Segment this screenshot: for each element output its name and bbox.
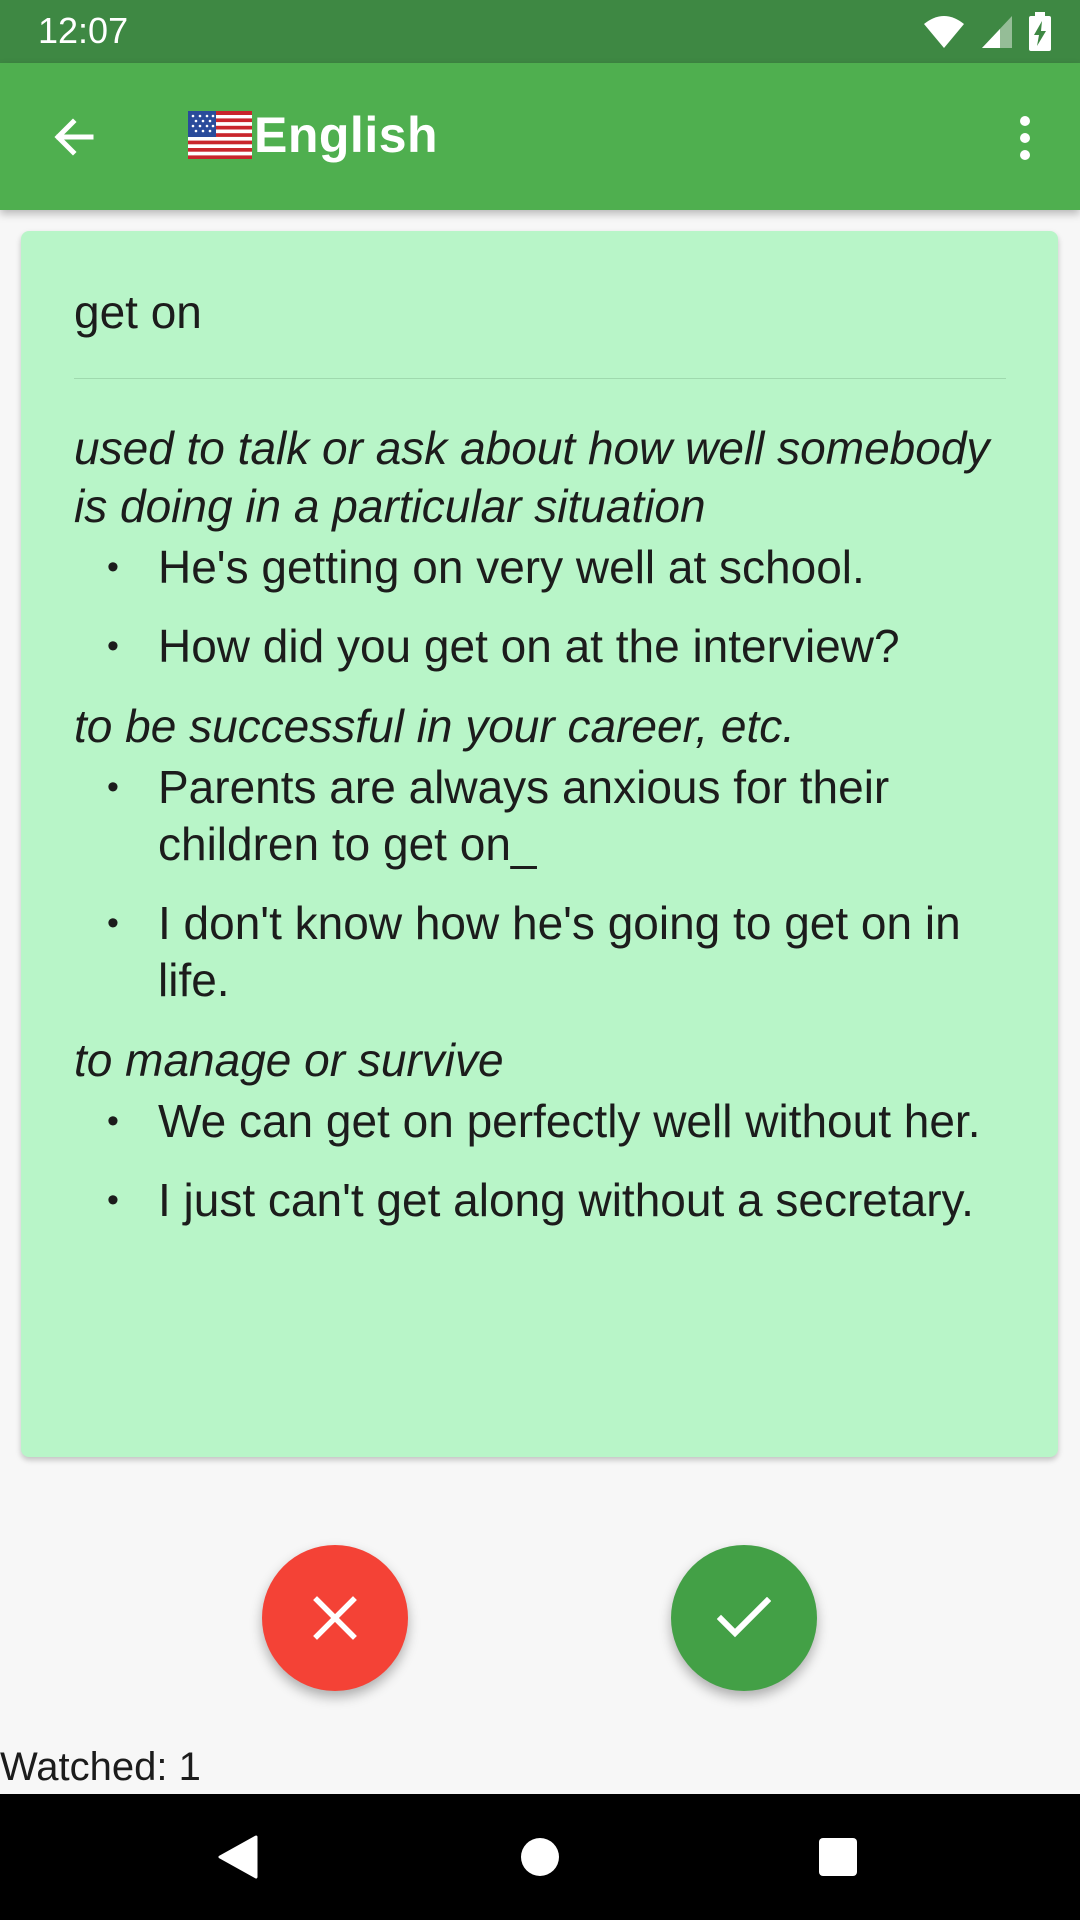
sense-definition: to manage or survive bbox=[74, 1034, 504, 1086]
overflow-menu-button[interactable] bbox=[990, 101, 1060, 175]
battery-charging-icon bbox=[1028, 12, 1052, 52]
wrong-answer-button[interactable] bbox=[262, 1545, 408, 1691]
more-vert-icon bbox=[1017, 115, 1033, 161]
example-list bbox=[74, 1093, 1006, 1229]
app-title-group bbox=[188, 106, 438, 164]
correct-answer-button[interactable] bbox=[671, 1545, 817, 1691]
example-list bbox=[74, 759, 1006, 1009]
back-button[interactable] bbox=[30, 103, 116, 171]
sense-definition: used to talk or ask about how well somebody is doing in a particular situation bbox=[74, 422, 990, 532]
card-word: get on bbox=[74, 286, 202, 338]
status-bar bbox=[0, 0, 1080, 63]
flashcard[interactable] bbox=[21, 231, 1058, 1457]
nav-home-button[interactable] bbox=[500, 1822, 580, 1892]
example-item: • He's getting on very well at school. bbox=[74, 539, 1006, 596]
example-item: • Parents are always anxious for their children to get on_ bbox=[74, 759, 1006, 873]
wifi-icon bbox=[922, 14, 966, 50]
example-item: • We can get on perfectly well without her. bbox=[74, 1093, 1006, 1150]
sense-definition: to be successful in your career, etc. bbox=[74, 700, 796, 752]
arrow-back-icon bbox=[49, 113, 97, 161]
check-icon bbox=[717, 1597, 771, 1639]
page-title: English bbox=[254, 107, 439, 163]
nav-recents-icon bbox=[818, 1837, 858, 1877]
close-icon bbox=[312, 1595, 358, 1641]
status-time: 12:07 bbox=[38, 10, 129, 51]
watched-counter: Watched: 1 bbox=[0, 1745, 201, 1789]
us-flag-icon bbox=[188, 111, 252, 159]
nav-home-icon bbox=[519, 1836, 561, 1878]
status-icons bbox=[922, 12, 1052, 52]
cell-signal-icon bbox=[980, 14, 1014, 50]
example-item: • I just can't get along without a secretary. bbox=[74, 1172, 1006, 1229]
system-nav-bar bbox=[0, 1794, 1080, 1920]
app-bar bbox=[0, 63, 1080, 210]
nav-back-icon bbox=[216, 1833, 260, 1881]
card-divider bbox=[74, 378, 1006, 379]
nav-back-button[interactable] bbox=[198, 1822, 278, 1892]
nav-recents-button[interactable] bbox=[798, 1822, 878, 1892]
example-list bbox=[74, 539, 1006, 675]
example-item: • How did you get on at the interview? bbox=[74, 618, 1006, 675]
example-item: • I don't know how he's going to get on in life. bbox=[74, 895, 1006, 1009]
